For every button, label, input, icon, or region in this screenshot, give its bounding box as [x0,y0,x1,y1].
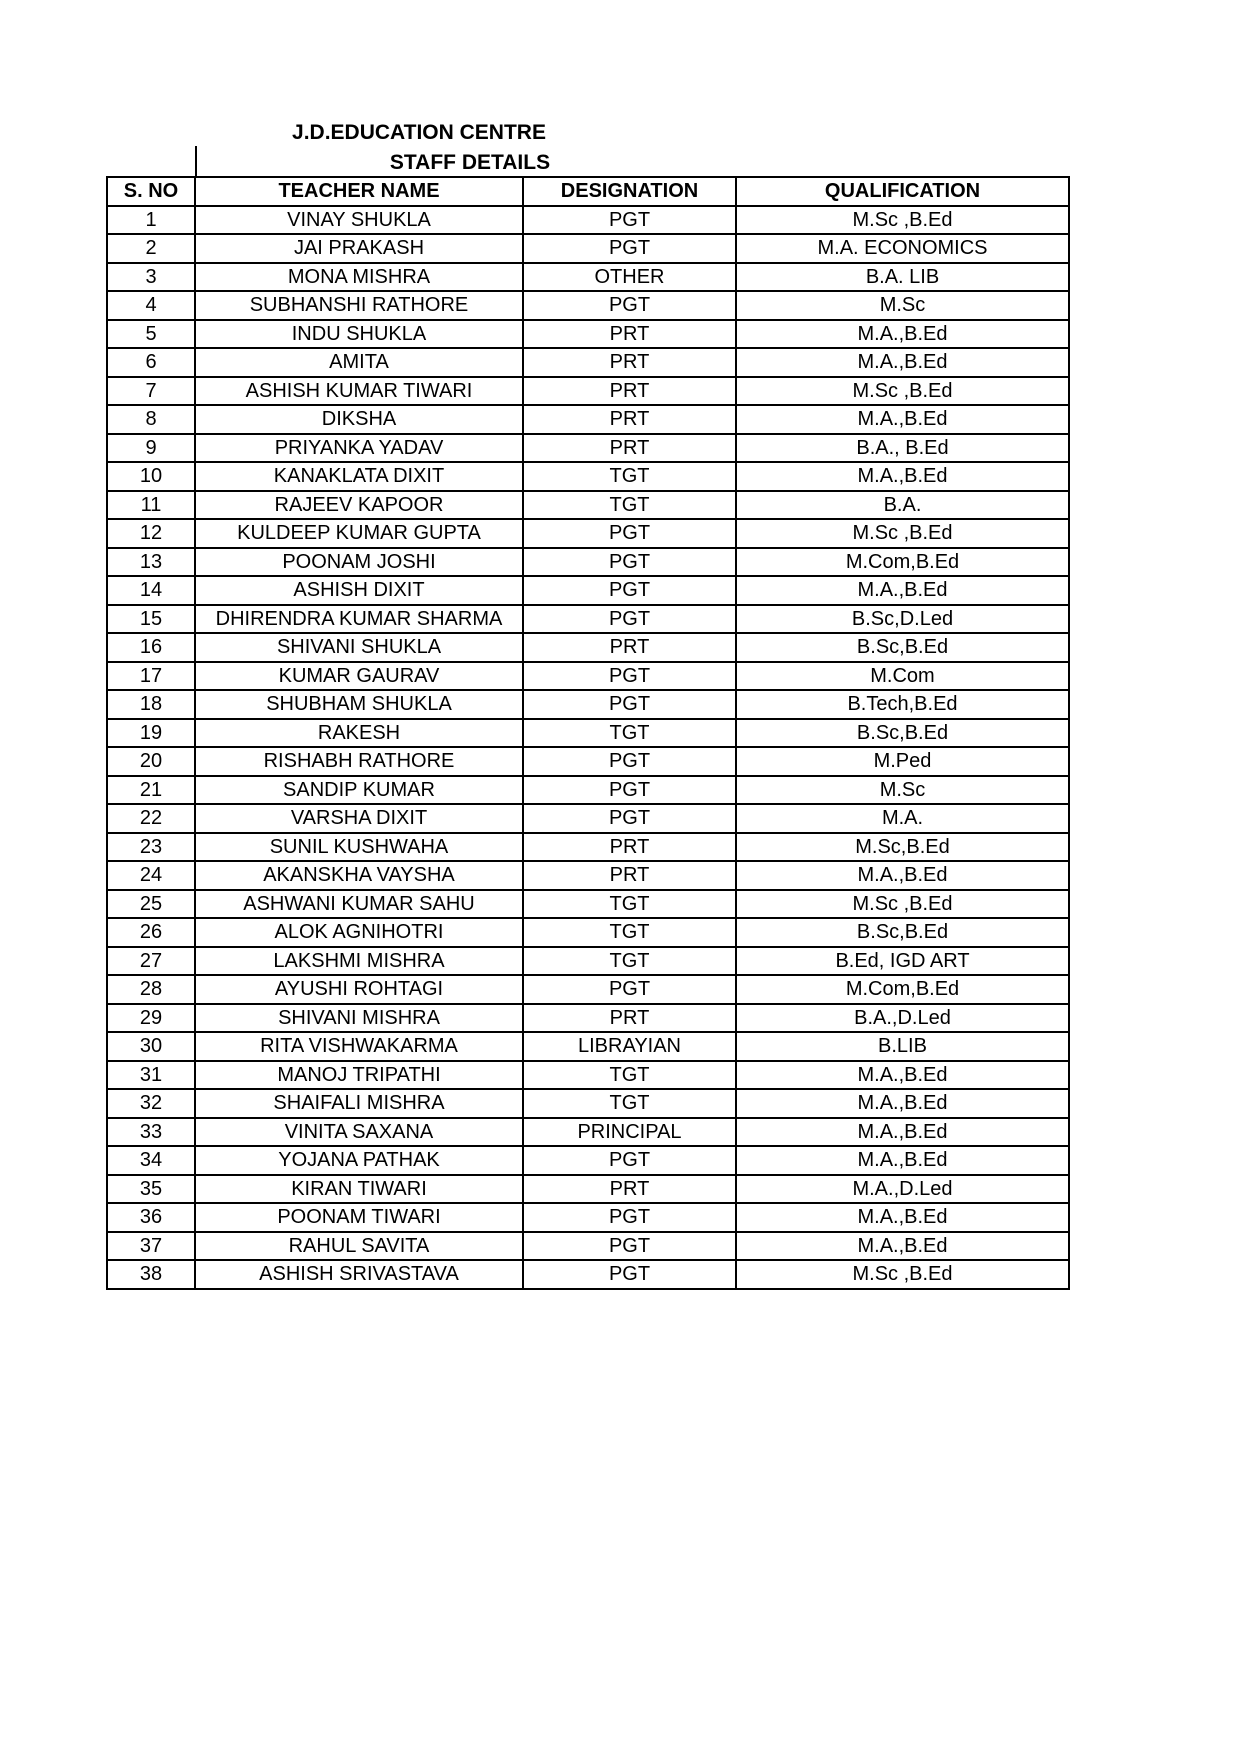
table-row [107,206,1069,235]
document-header [196,118,748,178]
cell-designation: TGT [523,1061,736,1090]
cell-sno: 29 [107,1004,195,1033]
cell-sno: 33 [107,1118,195,1147]
cell-qualification: M.A.,D.Led [736,1175,1069,1204]
cell-sno: 25 [107,890,195,919]
cell-qualification: B.Sc,D.Led [736,605,1069,634]
cell-qualification: M.A.,B.Ed [736,1146,1069,1175]
cell-qualification: M.A.,B.Ed [736,348,1069,377]
cell-designation: OTHER [523,263,736,292]
document-subtitle: STAFF DETAILS [389,151,551,174]
cell-teacher-name: SHIVANI MISHRA [195,1004,523,1033]
cell-teacher-name: VARSHA DIXIT [195,804,523,833]
cell-designation: PGT [523,804,736,833]
cell-designation: PRT [523,1004,736,1033]
cell-sno: 16 [107,633,195,662]
cell-teacher-name: KIRAN TIWARI [195,1175,523,1204]
cell-sno: 5 [107,320,195,349]
cell-designation: PRINCIPAL [523,1118,736,1147]
table-row [107,1232,1069,1261]
document-title: J.D.EDUCATION CENTRE [292,121,546,144]
table-row [107,633,1069,662]
cell-teacher-name: RISHABH RATHORE [195,747,523,776]
cell-teacher-name: DIKSHA [195,405,523,434]
table-row [107,491,1069,520]
cell-qualification: M.Com,B.Ed [736,975,1069,1004]
cell-qualification: B.Ed, IGD ART [736,947,1069,976]
cell-sno: 32 [107,1089,195,1118]
cell-teacher-name: JAI PRAKASH [195,234,523,263]
table-header [107,177,1069,206]
cell-teacher-name: POONAM JOSHI [195,548,523,577]
cell-designation: PGT [523,291,736,320]
cell-teacher-name: SHUBHAM SHUKLA [195,690,523,719]
cell-designation: PRT [523,861,736,890]
cell-designation: PGT [523,662,736,691]
header-teacher-name: TEACHER NAME [195,177,523,206]
header-divider [195,146,197,178]
cell-sno: 12 [107,519,195,548]
table-row [107,263,1069,292]
cell-qualification: M.A.,B.Ed [736,1203,1069,1232]
cell-qualification: M.Sc,B.Ed [736,833,1069,862]
cell-designation: PGT [523,519,736,548]
table-row [107,291,1069,320]
table-row [107,719,1069,748]
cell-designation: TGT [523,1089,736,1118]
table-row [107,1175,1069,1204]
table-row [107,833,1069,862]
cell-designation: TGT [523,890,736,919]
cell-designation: PRT [523,633,736,662]
table-row [107,1061,1069,1090]
table-row [107,1146,1069,1175]
cell-qualification: B.A. [736,491,1069,520]
cell-qualification: M.Sc ,B.Ed [736,206,1069,235]
cell-teacher-name: MONA MISHRA [195,263,523,292]
cell-designation: PRT [523,320,736,349]
table-row [107,861,1069,890]
cell-teacher-name: ASHISH DIXIT [195,576,523,605]
cell-teacher-name: KUMAR GAURAV [195,662,523,691]
table-row [107,1203,1069,1232]
table-row [107,434,1069,463]
cell-sno: 13 [107,548,195,577]
cell-teacher-name: SUBHANSHI RATHORE [195,291,523,320]
cell-designation: TGT [523,719,736,748]
cell-sno: 38 [107,1260,195,1289]
cell-designation: PGT [523,1146,736,1175]
table-body [107,206,1069,1289]
table-row [107,405,1069,434]
cell-sno: 15 [107,605,195,634]
cell-sno: 6 [107,348,195,377]
cell-designation: PGT [523,1203,736,1232]
cell-sno: 37 [107,1232,195,1261]
cell-teacher-name: SHIVANI SHUKLA [195,633,523,662]
cell-sno: 31 [107,1061,195,1090]
cell-sno: 18 [107,690,195,719]
cell-sno: 34 [107,1146,195,1175]
cell-sno: 10 [107,462,195,491]
cell-sno: 7 [107,377,195,406]
table-row [107,947,1069,976]
table-row [107,975,1069,1004]
table-row [107,662,1069,691]
cell-teacher-name: ASHWANI KUMAR SAHU [195,890,523,919]
cell-teacher-name: RAJEEV KAPOOR [195,491,523,520]
cell-sno: 30 [107,1032,195,1061]
table-row [107,890,1069,919]
table-row [107,1118,1069,1147]
cell-sno: 8 [107,405,195,434]
cell-qualification: B.Sc,B.Ed [736,918,1069,947]
header-qualification: QUALIFICATION [736,177,1069,206]
cell-qualification: B.A., B.Ed [736,434,1069,463]
cell-designation: PRT [523,434,736,463]
cell-qualification: B.A. LIB [736,263,1069,292]
cell-designation: LIBRAYIAN [523,1032,736,1061]
cell-teacher-name: ASHISH KUMAR TIWARI [195,377,523,406]
table-row [107,605,1069,634]
cell-teacher-name: RAKESH [195,719,523,748]
cell-qualification: M.A.,B.Ed [736,405,1069,434]
cell-sno: 35 [107,1175,195,1204]
cell-sno: 1 [107,206,195,235]
cell-sno: 22 [107,804,195,833]
table-row [107,690,1069,719]
cell-qualification: M.A.,B.Ed [736,576,1069,605]
cell-qualification: M.A.,B.Ed [736,861,1069,890]
cell-qualification: B.Tech,B.Ed [736,690,1069,719]
cell-designation: PRT [523,405,736,434]
cell-teacher-name: YOJANA PATHAK [195,1146,523,1175]
cell-teacher-name: RITA VISHWAKARMA [195,1032,523,1061]
cell-designation: PGT [523,975,736,1004]
cell-designation: PGT [523,747,736,776]
cell-designation: PRT [523,377,736,406]
cell-designation: PGT [523,576,736,605]
cell-designation: TGT [523,462,736,491]
staff-table [106,176,1070,1290]
cell-designation: TGT [523,947,736,976]
header-sno: S. NO [107,177,195,206]
table-row [107,1089,1069,1118]
cell-qualification: B.Sc,B.Ed [736,633,1069,662]
cell-sno: 24 [107,861,195,890]
cell-qualification: B.A.,D.Led [736,1004,1069,1033]
cell-qualification: B.Sc,B.Ed [736,719,1069,748]
cell-qualification: M.A. ECONOMICS [736,234,1069,263]
cell-qualification: B.LIB [736,1032,1069,1061]
table-row [107,548,1069,577]
cell-designation: PGT [523,605,736,634]
cell-teacher-name: INDU SHUKLA [195,320,523,349]
cell-sno: 2 [107,234,195,263]
table-row [107,804,1069,833]
table-row [107,377,1069,406]
cell-qualification: M.Sc [736,776,1069,805]
cell-qualification: M.Ped [736,747,1069,776]
cell-teacher-name: KULDEEP KUMAR GUPTA [195,519,523,548]
cell-teacher-name: RAHUL SAVITA [195,1232,523,1261]
cell-teacher-name: MANOJ TRIPATHI [195,1061,523,1090]
table-row [107,234,1069,263]
cell-designation: TGT [523,491,736,520]
cell-teacher-name: VINITA SAXANA [195,1118,523,1147]
cell-designation: PGT [523,206,736,235]
cell-teacher-name: KANAKLATA DIXIT [195,462,523,491]
cell-qualification: M.A.,B.Ed [736,462,1069,491]
cell-designation: PGT [523,234,736,263]
cell-teacher-name: SHAIFALI MISHRA [195,1089,523,1118]
cell-designation: PGT [523,1260,736,1289]
cell-sno: 3 [107,263,195,292]
cell-sno: 26 [107,918,195,947]
table-row [107,519,1069,548]
cell-teacher-name: LAKSHMI MISHRA [195,947,523,976]
table-row [107,348,1069,377]
cell-qualification: M.Sc ,B.Ed [736,377,1069,406]
cell-qualification: M.A.,B.Ed [736,1089,1069,1118]
table-row [107,747,1069,776]
cell-qualification: M.A.,B.Ed [736,1232,1069,1261]
cell-teacher-name: POONAM TIWARI [195,1203,523,1232]
cell-qualification: M.A.,B.Ed [736,320,1069,349]
cell-sno: 14 [107,576,195,605]
cell-qualification: M.Com,B.Ed [736,548,1069,577]
cell-designation: PRT [523,1175,736,1204]
table-row [107,918,1069,947]
cell-teacher-name: PRIYANKA YADAV [195,434,523,463]
cell-qualification: M.A.,B.Ed [736,1061,1069,1090]
cell-qualification: M.Sc ,B.Ed [736,1260,1069,1289]
cell-sno: 17 [107,662,195,691]
cell-teacher-name: AMITA [195,348,523,377]
header-designation: DESIGNATION [523,177,736,206]
cell-designation: PRT [523,833,736,862]
cell-qualification: M.A. [736,804,1069,833]
cell-teacher-name: SUNIL KUSHWAHA [195,833,523,862]
cell-sno: 19 [107,719,195,748]
cell-teacher-name: DHIRENDRA KUMAR SHARMA [195,605,523,634]
table-row [107,576,1069,605]
cell-designation: PGT [523,776,736,805]
table-row [107,1032,1069,1061]
cell-designation: TGT [523,918,736,947]
cell-teacher-name: AYUSHI ROHTAGI [195,975,523,1004]
cell-sno: 4 [107,291,195,320]
cell-sno: 28 [107,975,195,1004]
table-row [107,320,1069,349]
table-row [107,776,1069,805]
table-row [107,462,1069,491]
cell-sno: 9 [107,434,195,463]
cell-designation: PGT [523,690,736,719]
cell-teacher-name: ASHISH SRIVASTAVA [195,1260,523,1289]
table-row [107,1004,1069,1033]
cell-teacher-name: AKANSKHA VAYSHA [195,861,523,890]
cell-teacher-name: SANDIP KUMAR [195,776,523,805]
cell-sno: 21 [107,776,195,805]
cell-designation: PGT [523,548,736,577]
cell-qualification: M.Sc ,B.Ed [736,519,1069,548]
cell-qualification: M.A.,B.Ed [736,1118,1069,1147]
cell-teacher-name: ALOK AGNIHOTRI [195,918,523,947]
cell-sno: 27 [107,947,195,976]
cell-teacher-name: VINAY SHUKLA [195,206,523,235]
cell-sno: 36 [107,1203,195,1232]
cell-qualification: M.Com [736,662,1069,691]
cell-sno: 20 [107,747,195,776]
cell-sno: 23 [107,833,195,862]
header-row [107,177,1069,206]
cell-qualification: M.Sc ,B.Ed [736,890,1069,919]
cell-sno: 11 [107,491,195,520]
cell-designation: PRT [523,348,736,377]
table-row [107,1260,1069,1289]
cell-qualification: M.Sc [736,291,1069,320]
cell-designation: PGT [523,1232,736,1261]
